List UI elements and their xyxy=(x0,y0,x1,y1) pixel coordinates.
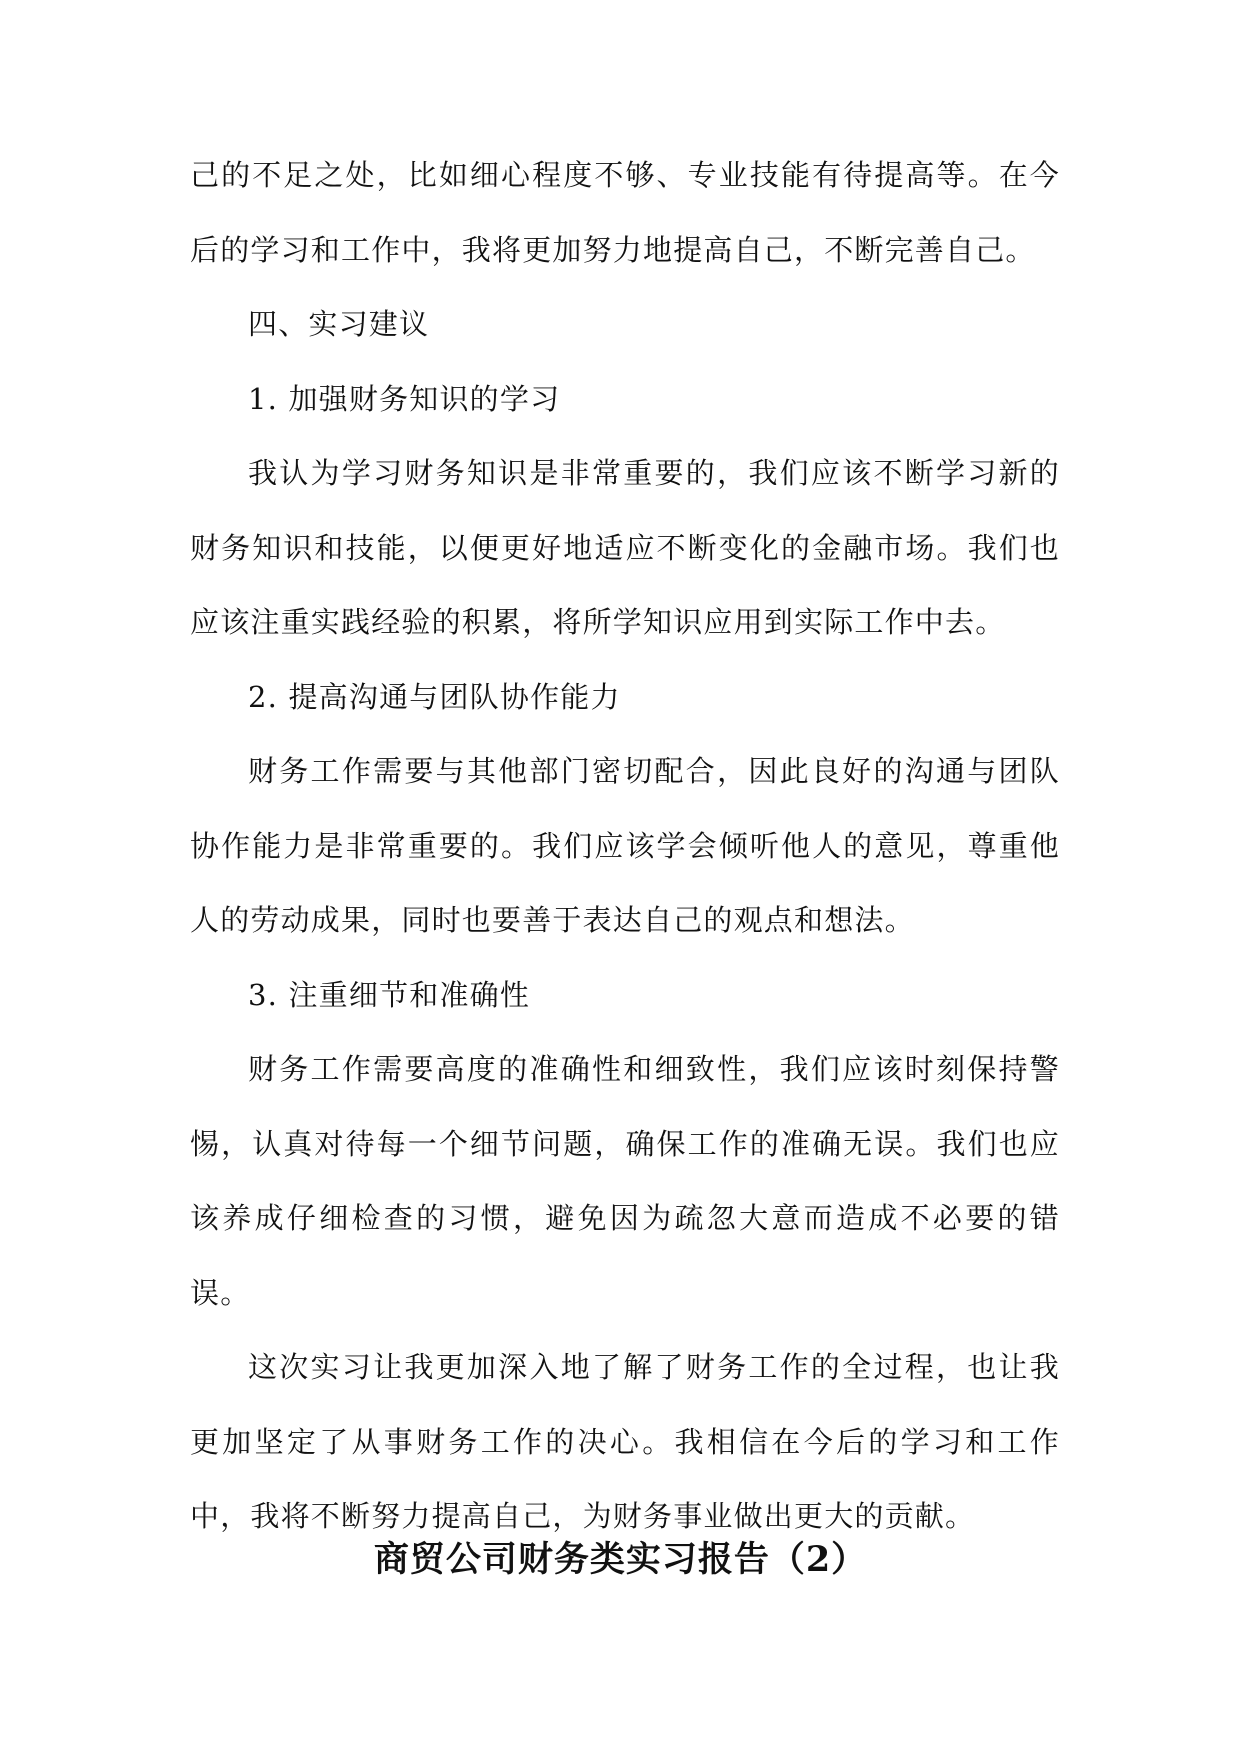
paragraph-continuation: 己的不足之处，比如细心程度不够、专业技能有待提高等。在今后的学习和工作中，我将更加努力地提高自己，不断完善自己。 xyxy=(190,158,1060,267)
subheading-3: 3. 注重细节和准确性 xyxy=(248,977,531,1012)
report-title: 商贸公司财务类实习报告（2） xyxy=(373,1539,868,1580)
paragraph-1: 我认为学习财务知识是非常重要的，我们应该不断学习新的财务知识和技能，以便更好地适应不断变化的金融市场。我们也应该注重实践经验的积累，将所学知识应用到实际工作中去。 xyxy=(190,456,1060,639)
paragraph-conclusion: 这次实习让我更加深入地了解了财务工作的全过程，也让我更加坚定了从事财务工作的决心。我相信在今后的学习和工作中，我将不断努力提高自己，为财务事业做出更大的贡献。 xyxy=(190,1350,1060,1533)
document-body xyxy=(190,138,1060,1554)
subheading-1: 1. 加强财务知识的学习 xyxy=(248,381,561,416)
section-heading-suggestions: 四、实习建议 xyxy=(248,307,430,341)
paragraph-3: 财务工作需要高度的准确性和细致性，我们应该时刻保持警惕，认真对待每一个细节问题，确保工作的准确无误。我们也应该养成仔细检查的习惯，避免因为疏忽大意而造成不必要的错误。 xyxy=(190,1052,1060,1310)
paragraph-2: 财务工作需要与其他部门密切配合，因此良好的沟通与团队协作能力是非常重要的。我们应该学会倾听他人的意见，尊重他人的劳动成果，同时也要善于表达自己的观点和想法。 xyxy=(190,754,1060,937)
subheading-2: 2. 提高沟通与团队协作能力 xyxy=(248,679,621,714)
